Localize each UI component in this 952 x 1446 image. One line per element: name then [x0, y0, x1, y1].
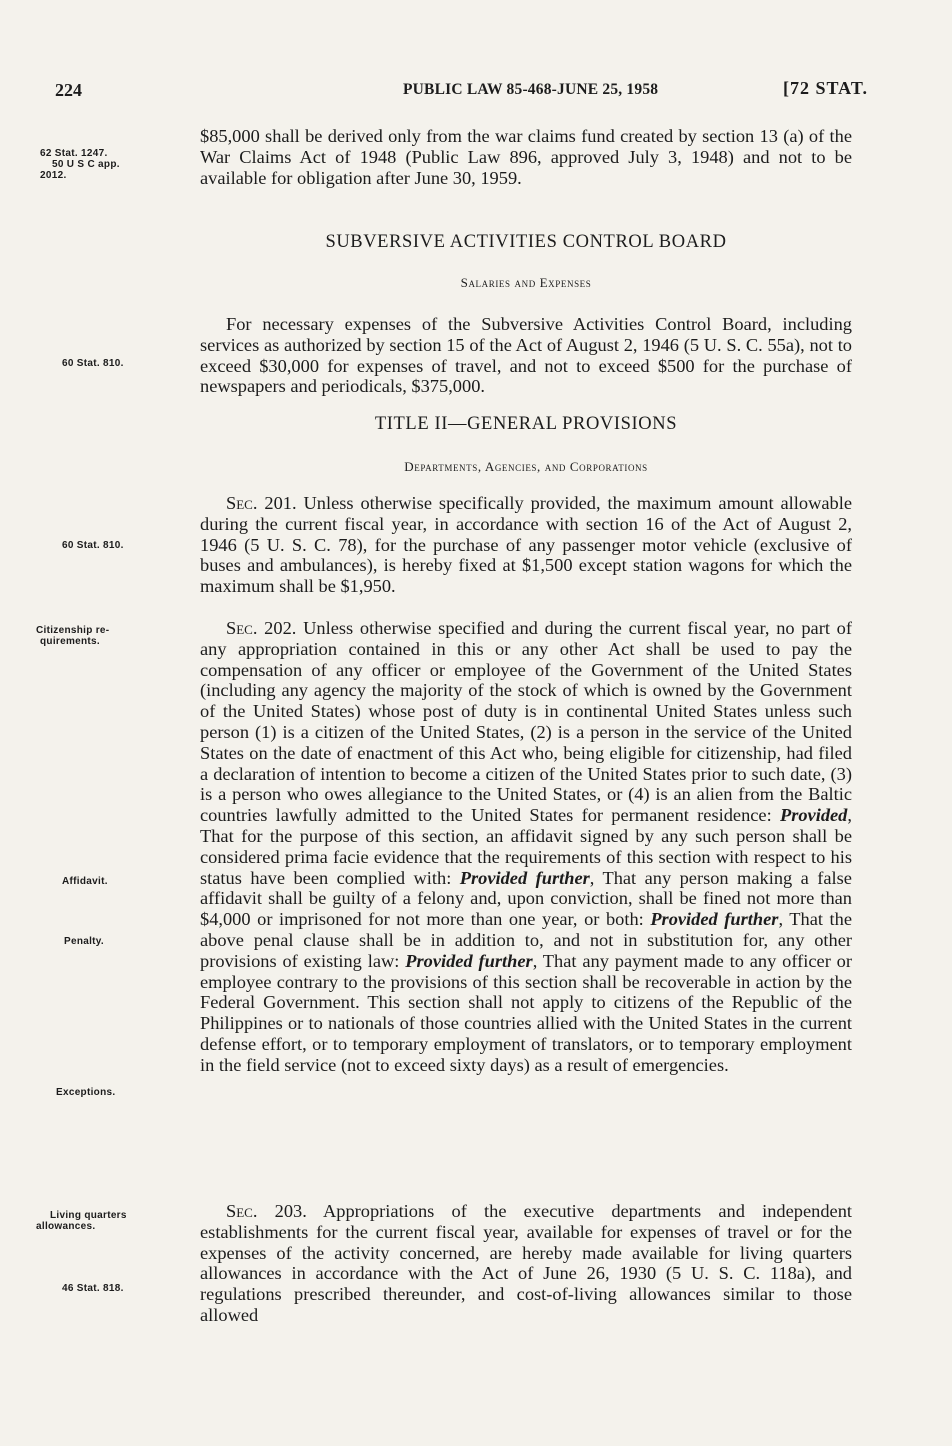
margin-note-62-stat: 62 Stat. 1247. [40, 148, 108, 159]
section-202-part1: Unless otherwise specified and during the current fiscal year, no part of any appropriation contained in this or any other Act shall be used to pay the compensation of any officer or employee of the Government of the United States (including any agency the majority of the stock of which is owned by the Government of the United States) whose post of duty is in continental United States unless such person (1) is a citizen of the United States, (2) is a person in the service of the United States on the date of enactment of this Act who, being eligible for citizenship, had filed a declaration of intention to become a citizen of the United States prior to such date, (3) is a person who owes allegiance to the United States, or (4) is an alien from the Baltic countries lawfully admitted to the United States for permanent residence: [200, 618, 853, 826]
section-202 [200, 618, 852, 1076]
margin-note-affidavit: Affidavit. [62, 876, 108, 887]
sacb-heading: SUBVERSIVE ACTIVITIES CONTROL BOARD [325, 232, 727, 252]
margin-note-living-line2: allowances. [36, 1221, 96, 1232]
section-201 [200, 493, 852, 597]
section-202-part2: , That for the purpose of this section, an affidavit signed by any such person shall be considered prima facie evidence that the requirements of this section with respect to his status have been complied with: [200, 805, 852, 888]
section-202-provided-1: Provided [779, 805, 848, 826]
margin-note-living-line1: Living quarters [50, 1210, 127, 1221]
section-202-part5: , That any payment made to any officer or employee contrary to the provisions of this section shall be recoverable in action by the Federal Government. This section shall not apply to citizens of the Republic of the Philippines or to nationals of those countries allied with the United States in the current defense effort, or to temporary employment of translators, or to temporary employment in the field service (not to exceed sixty days) as a result of emergencies. [200, 950, 852, 1075]
section-203-label: Sec. 203. [226, 1201, 307, 1221]
margin-note-46-stat: 46 Stat. 818. [62, 1283, 124, 1294]
title-ii-heading: TITLE II—GENERAL PROVISIONS [374, 414, 678, 434]
sacb-text: For necessary expenses of the Subversive Activities Control Board, including services as authorized by section 15 of the Act of August 2, 1946 (5 U. S. C. 55a), not to exceed $30,000 for expenses of travel, and not to exceed $500 for the purchase of newspapers and periodicals, $375,000. [200, 314, 852, 397]
page-number: 224 [55, 80, 82, 100]
section-201-text: Unless otherwise specifically provided, the maximum amount allowable during the current fiscal year, in accordance with section 16 of the Act of August 2, 1946 (5 U. S. C. 78), for the purchase of any passenger motor vehicle (exclusive of buses and ambulances), is hereby fixed at $1,500 except station wagons for which the maximum shall be $1,950. [200, 493, 852, 597]
margin-note-citizenship-line2: quirements. [40, 636, 100, 647]
sacb-paragraph [200, 314, 852, 397]
margin-note-citizenship [36, 625, 164, 647]
section-202-part3: , That any person making a false affidavit shall be guilty of a felony and, upon conviction, shall be fined not more than $4,000 or imprisoned for not more than one year, or both: [200, 867, 852, 930]
section-202-provided-3: Provided further [650, 909, 779, 930]
margin-note-60-stat-810-b: 60 Stat. 810. [62, 540, 124, 551]
section-203 [200, 1201, 852, 1326]
margin-note-50-usc: 50 U S C app. [52, 159, 120, 170]
title-ii-subheading: Departments, Agencies, and Corporations [404, 459, 648, 474]
section-203-text: Appropriations of the executive departments and independent establishments for the current fiscal year, available for expenses of travel or for the expenses of the activity concerned, are hereby made available for living quarters allowances in accordance with the Act of June 26, 1930 (5 U. S. C. 118a), and regulations prescribed thereunder, and cost-of-living allowances similar to those allowed [200, 1201, 852, 1325]
section-201-label: Sec. 201. [226, 493, 297, 513]
section-202-provided-2: Provided further [459, 867, 590, 888]
margin-note-living-quarters [36, 1210, 164, 1232]
section-202-provided-4: Provided further [405, 950, 533, 971]
margin-note-2012: 2012. [40, 170, 67, 181]
sacb-subheading: Salaries and Expenses [460, 275, 592, 290]
margin-note-citizenship-line1: Citizenship re- [36, 625, 110, 636]
intro-text: $85,000 shall be derived only from the war claims fund created by section 13 (a) of the War Claims Act of 1948 (Public Law 896, approved July 3, 1948) and not to be available for obligation after June 30, 1959. [200, 126, 852, 188]
margin-note-penalty: Penalty. [64, 936, 105, 947]
section-202-label: Sec. 202. [226, 618, 297, 638]
margin-note-exceptions: Exceptions. [56, 1087, 116, 1098]
section-202-part4: , That the above penal clause shall be in addition to, and not in substitution for, any other provisions of existing law: [200, 909, 852, 971]
margin-note-60-stat-810-a: 60 Stat. 810. [62, 358, 124, 369]
statute-reference: [72 STAT. [782, 78, 868, 98]
page-header [55, 78, 868, 108]
intro-paragraph [200, 126, 852, 188]
running-title: PUBLIC LAW 85-468-JUNE 25, 1958 [403, 81, 659, 98]
